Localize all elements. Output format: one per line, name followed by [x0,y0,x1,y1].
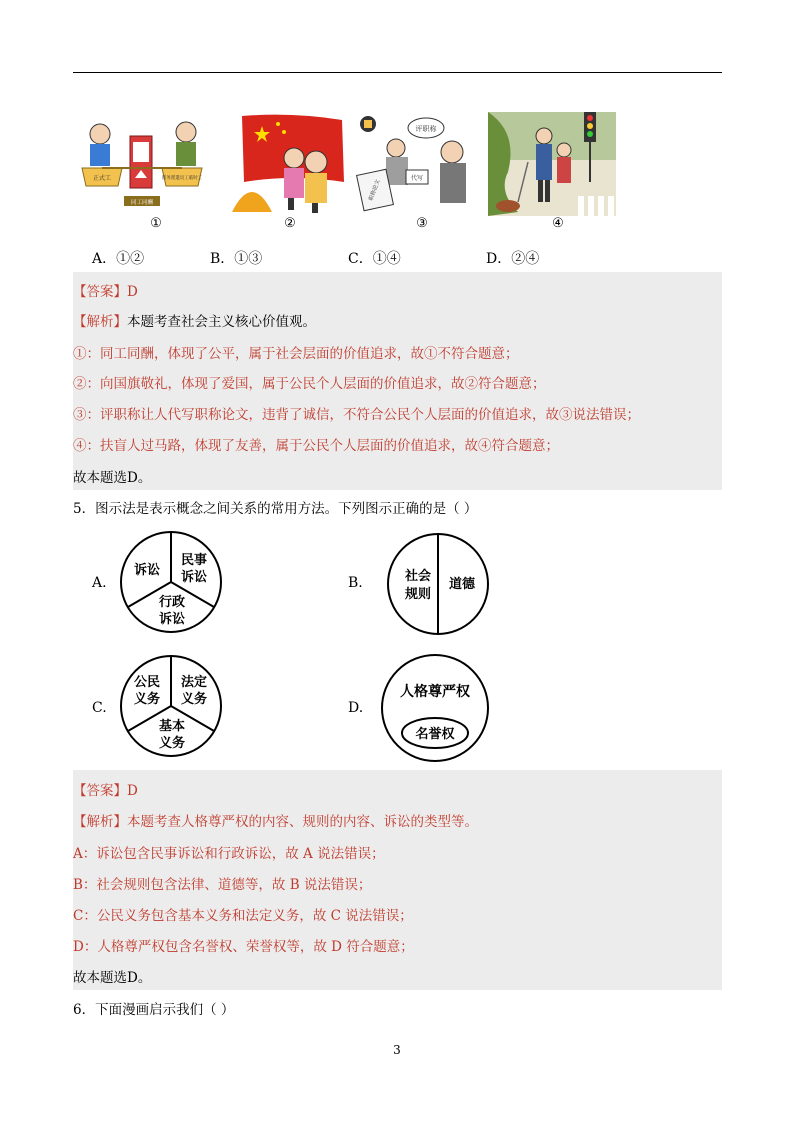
q4-analysis-line-2: ②：向国旗敬礼，体现了爱国，属于公民个人层面的价值追求，故②符合题意； [73,376,546,392]
q4-answer-value: D [127,284,138,300]
option-d[interactable]: D．②④ [486,251,540,267]
q4-analysis-intro-line [73,310,316,330]
q4-analysis-line-1: ①：同工同酬，体现了公平，属于社会层面的价值追求，故①不符合题意； [73,346,519,362]
q5-analysis-intro: 本题考查人格尊严权的内容、规则的内容、诉讼的类型等。 [127,814,478,830]
diagram-b-text-1: 社会 [404,569,432,584]
diagram-d-inner-text: 名誉权 [415,727,455,742]
pic1-label-temporary: 派务派遣员工临时工 [161,176,203,181]
diagram-c [118,654,224,758]
page-number: 3 [393,1043,401,1057]
diagram-a-text-1: 诉讼 [133,563,161,578]
pic-label-2: ② [284,216,296,231]
q4-answer-label: 【答案】 [73,284,127,300]
diagram-c-text-5: 基本 [158,719,186,734]
pic3-bubble-text: 评职称 [415,125,437,133]
diagram-c-text-3: 法定 [180,675,208,690]
q5-answer-box [73,770,722,990]
pic1-label-regular: 正式工 [92,175,112,182]
q4-conclusion: 故本题选D。 [73,470,152,486]
diagram-d [378,654,492,762]
picture-equal-pay-scale [78,112,206,216]
diagram-d-letter[interactable]: D. [348,700,364,716]
diagram-c-text-2: 义务 [133,692,161,707]
diagram-c-text-4: 义务 [180,692,208,707]
pic-label-4: ④ [552,216,564,231]
diagram-a-text-4: 行政 [158,595,186,610]
picture-guiding-blind [488,112,616,216]
diagram-a-text-3: 诉讼 [180,570,208,585]
picture-ghostwritten-thesis [356,112,484,216]
pic-label-3: ③ [416,216,428,231]
option-c[interactable]: C．①④ [348,251,401,267]
option-a[interactable]: A．①② [92,251,145,267]
q5-analysis-line-2: B：社会规则包含法律、道德等，故 B 说法错误； [73,877,372,893]
picture-flag-salute [232,112,360,216]
q4-analysis-line-4: ④：扶盲人过马路，体现了友善，属于公民个人层面的价值追求，故④符合题意； [73,438,559,454]
q4-analysis-intro: 本题考查社会主义核心价值观。 [127,314,316,330]
q4-answer-box [73,272,722,490]
diagram-d-outer-text: 人格尊严权 [400,684,470,700]
diagram-a-letter[interactable]: A. [92,575,107,591]
q5-analysis-line-1: A：诉讼包含民事诉讼和行政诉讼，故 A 说法错误； [73,846,385,862]
q5-analysis-line-4: D：人格尊严权包含名誉权、荣誉权等，故 D 符合题意； [73,939,414,955]
q4-picture-strip [78,112,618,232]
q4-analysis-line-3: ③：评职称让人代写职称论文，违背了诚信，不符合公民个人层面的价值追求，故③说法错误； [73,407,640,423]
q4-answer-line [73,280,138,300]
diagram-a-text-5: 诉讼 [158,612,186,627]
q5-stem: 5．图示法是表示概念之间关系的常用方法。下列图示正确的是（ ） [73,501,478,517]
q5-answer-value: D [127,783,138,799]
header-rule [73,72,722,73]
diagram-b-text-2: 规则 [404,587,432,602]
pic-label-1: ① [150,216,162,231]
q4-analysis-label: 【解析】 [73,314,127,330]
pic1-label-equal-pay: 同工同酬 [130,200,154,206]
q5-answer-line [73,779,138,799]
diagram-c-text-6: 义务 [158,736,186,751]
q5-analysis-label: 【解析】 [73,814,127,830]
diagram-b [386,532,490,636]
pic3-ghostwrite-text: 代写 [410,175,424,182]
q6-stem: 6．下面漫画启示我们（ ） [73,1002,235,1018]
diagram-c-text-1: 公民 [133,675,161,690]
diagram-c-letter[interactable]: C. [92,700,107,716]
q5-conclusion: 故本题选D。 [73,970,152,986]
q5-analysis-intro-line [73,810,478,830]
diagram-b-letter[interactable]: B. [348,575,363,591]
diagram-a [118,530,224,634]
q5-answer-label: 【答案】 [73,783,127,799]
diagram-b-text-3: 道德 [448,577,476,592]
option-b[interactable]: B．①③ [210,251,263,267]
pic3-thesis-text: 职称论文 [368,178,382,202]
diagram-a-text-2: 民事 [180,553,208,568]
q5-analysis-line-3: C：公民义务包含基本义务和法定义务，故 C 说法错误； [73,908,413,924]
